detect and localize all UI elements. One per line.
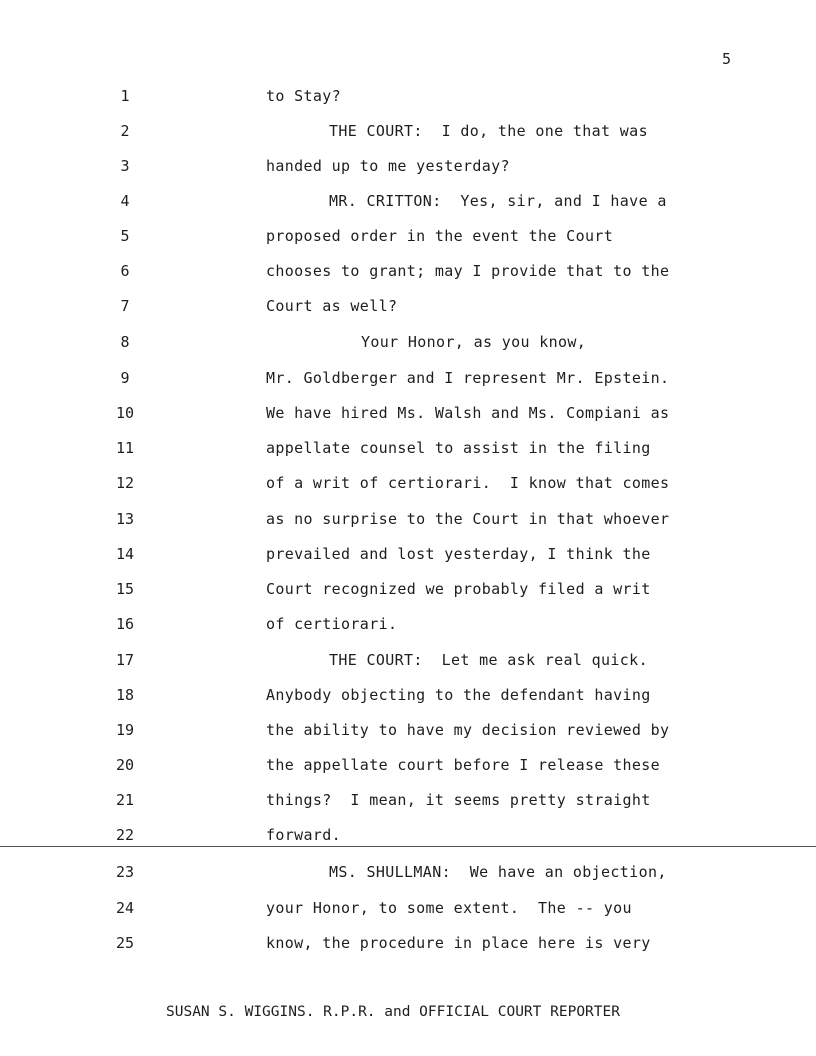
line-text: of certiorari. <box>266 615 398 633</box>
line-text: forward. <box>266 826 342 844</box>
line-number: 8 <box>120 333 130 351</box>
line-number: 20 <box>115 756 135 774</box>
transcript-line <box>0 862 816 882</box>
line-number: 24 <box>115 899 135 917</box>
transcript-line <box>0 368 816 388</box>
line-number: 25 <box>115 934 135 952</box>
line-text: know, the procedure in place here is very <box>266 934 651 952</box>
line-number: 23 <box>115 863 135 881</box>
line-text: MR. CRITTON: Yes, sir, and I have a <box>329 192 667 210</box>
transcript-line <box>0 509 816 529</box>
line-text: Anybody objecting to the defendant having <box>266 686 651 704</box>
line-number: 7 <box>120 297 130 315</box>
line-number: 5 <box>120 227 130 245</box>
transcript-line <box>0 332 816 352</box>
transcript-line <box>0 156 816 176</box>
transcript-line <box>0 296 816 316</box>
line-text: to Stay? <box>266 87 342 105</box>
line-number: 12 <box>115 474 135 492</box>
line-number: 2 <box>120 122 130 140</box>
line-number: 3 <box>120 157 130 175</box>
transcript-line <box>0 261 816 281</box>
line-number: 9 <box>120 369 130 387</box>
line-text: handed up to me yesterday? <box>266 157 510 175</box>
line-number: 13 <box>115 510 135 528</box>
transcript-line <box>0 579 816 599</box>
transcript-line <box>0 720 816 740</box>
transcript-line <box>0 544 816 564</box>
page-number: 5 <box>722 50 732 68</box>
line-text: prevailed and lost yesterday, I think the <box>266 545 651 563</box>
transcript-line <box>0 86 816 106</box>
line-text: appellate counsel to assist in the filing <box>266 439 651 457</box>
line-number: 15 <box>115 580 135 598</box>
line-number: 4 <box>120 192 130 210</box>
line-text: MS. SHULLMAN: We have an objection, <box>329 863 667 881</box>
court-reporter-footer: SUSAN S. WIGGINS. R.P.R. and OFFICIAL COURT REPORTER <box>166 1004 620 1020</box>
transcript-line <box>0 226 816 246</box>
line-number: 10 <box>115 404 135 422</box>
line-number: 19 <box>115 721 135 739</box>
transcript-line <box>0 933 816 953</box>
line-text: Mr. Goldberger and I represent Mr. Epstein. <box>266 369 670 387</box>
line-text: Your Honor, as you know, <box>361 333 587 351</box>
transcript-line <box>0 191 816 211</box>
line-text: THE COURT: I do, the one that was <box>329 122 648 140</box>
line-text: as no surprise to the Court in that whoever <box>266 510 670 528</box>
transcript-line <box>0 825 816 845</box>
transcript-line <box>0 790 816 810</box>
transcript-line <box>0 755 816 775</box>
line-number: 11 <box>115 439 135 457</box>
line-text: things? I mean, it seems pretty straight <box>266 791 651 809</box>
line-text: the ability to have my decision reviewed by <box>266 721 670 739</box>
line-number: 16 <box>115 615 135 633</box>
line-number: 21 <box>115 791 135 809</box>
line-text: your Honor, to some extent. The -- you <box>266 899 632 917</box>
line-number: 17 <box>115 651 135 669</box>
line-text: the appellate court before I release these <box>266 756 660 774</box>
line-number: 22 <box>115 826 135 844</box>
line-text: proposed order in the event the Court <box>266 227 614 245</box>
transcript-line <box>0 438 816 458</box>
line-text: THE COURT: Let me ask real quick. <box>329 651 648 669</box>
transcript-line <box>0 685 816 705</box>
transcript-line <box>0 473 816 493</box>
transcript-line <box>0 614 816 634</box>
transcript-line <box>0 898 816 918</box>
line-text: Court as well? <box>266 297 398 315</box>
line-number: 18 <box>115 686 135 704</box>
horizontal-rule <box>0 846 816 847</box>
line-number: 14 <box>115 545 135 563</box>
transcript-line <box>0 650 816 670</box>
line-text: Court recognized we probably filed a writ <box>266 580 651 598</box>
line-text: of a writ of certiorari. I know that comes <box>266 474 670 492</box>
transcript-line <box>0 403 816 423</box>
line-text: chooses to grant; may I provide that to the <box>266 262 670 280</box>
line-number: 1 <box>120 87 130 105</box>
line-number: 6 <box>120 262 130 280</box>
transcript-line <box>0 121 816 141</box>
line-text: We have hired Ms. Walsh and Ms. Compiani as <box>266 404 670 422</box>
